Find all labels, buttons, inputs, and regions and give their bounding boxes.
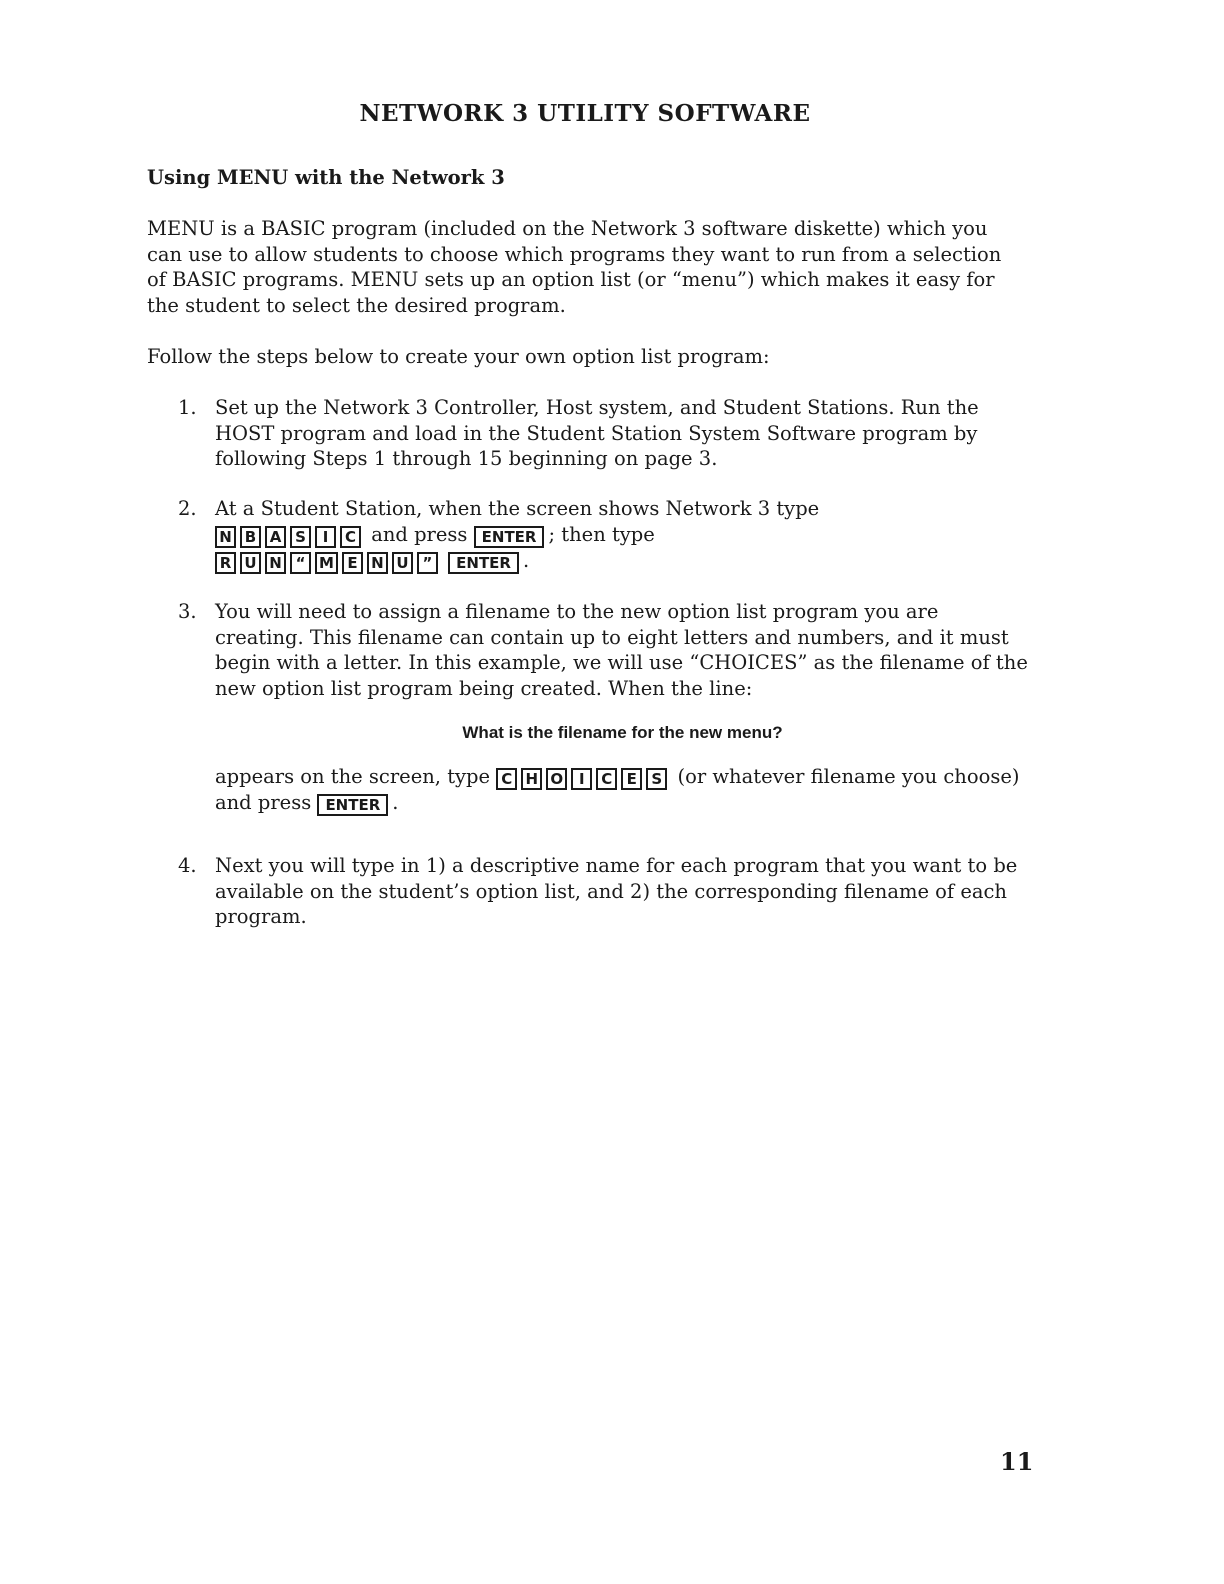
- enter-key: ENTER: [317, 794, 388, 816]
- key-cap: I: [315, 526, 336, 548]
- key-cap: N: [215, 526, 236, 548]
- page-title: NETWORK 3 UTILITY SOFTWARE: [359, 100, 811, 127]
- key-cap: B: [240, 526, 261, 548]
- key-cap: O: [546, 768, 567, 790]
- key-cap: C: [496, 768, 517, 790]
- step-number: 4.: [178, 854, 197, 877]
- step-number: 1.: [178, 396, 197, 419]
- step-text: Next you will type in 1) a descriptive name for each program that you want to be available on the student’s option list, and 2) the corresponding filename of each program.: [215, 854, 1018, 929]
- step-number: 2.: [178, 497, 197, 520]
- key-cap: “: [290, 552, 311, 574]
- page-number: 11: [1000, 1447, 1034, 1476]
- appears-text: appears on the screen, type: [215, 764, 491, 788]
- key-cap: R: [215, 552, 236, 574]
- step-number: 3.: [178, 600, 197, 623]
- key-cap: E: [621, 768, 642, 790]
- screen-prompt: What is the filename for the new menu?: [462, 722, 783, 742]
- key-cap: N: [367, 552, 388, 574]
- key-cap: C: [340, 526, 361, 548]
- after-text: (or whatever filename you choose) and press: [215, 764, 1020, 814]
- intro-paragraph: MENU is a BASIC program (included on the Network 3 software diskette) which you can use to allow students to choose which programs they want to run from a selection of BASIC programs. MENU sets up an option list (or “menu”) which makes it easy for the student to select the desired program.: [147, 217, 1002, 318]
- key-cap: I: [571, 768, 592, 790]
- key-cap: S: [290, 526, 311, 548]
- key-cap: C: [596, 768, 617, 790]
- key-cap: A: [265, 526, 286, 548]
- and-press-text: and press: [371, 522, 468, 546]
- step-continuation: [215, 764, 1030, 816]
- step-keys-line-1: [215, 522, 1030, 548]
- key-cap: S: [646, 768, 667, 790]
- then-type-text: ; then type: [548, 522, 655, 546]
- period: .: [522, 548, 530, 572]
- step-text: Set up the Network 3 Controller, Host system, and Student Stations. Run the HOST program and load in the Student Station System Software program by following Steps 1 through 15 beginning on page 3.: [215, 396, 979, 471]
- period: .: [392, 790, 399, 814]
- step-keys-line-2: [215, 548, 1030, 574]
- follow-paragraph: Follow the steps below to create your own option list program:: [147, 345, 770, 368]
- key-cap: U: [392, 552, 413, 574]
- enter-key: ENTER: [448, 552, 519, 574]
- section-heading: Using MENU with the Network 3: [147, 166, 505, 189]
- key-cap: U: [240, 552, 261, 574]
- key-cap: ”: [417, 552, 438, 574]
- key-cap: M: [315, 552, 338, 574]
- step-text: You will need to assign a filename to the new option list program you are creating. This filename can contain up to eight letters and numbers, and it must begin with a letter. In this example, we will use “CHOICES” as the filename of the new option list program being created. When the line:: [215, 600, 1028, 701]
- enter-key: ENTER: [474, 526, 545, 548]
- step-text: At a Student Station, when the screen shows Network 3 type: [215, 497, 820, 520]
- key-cap: H: [521, 768, 542, 790]
- key-cap: E: [342, 552, 363, 574]
- key-cap: N: [265, 552, 286, 574]
